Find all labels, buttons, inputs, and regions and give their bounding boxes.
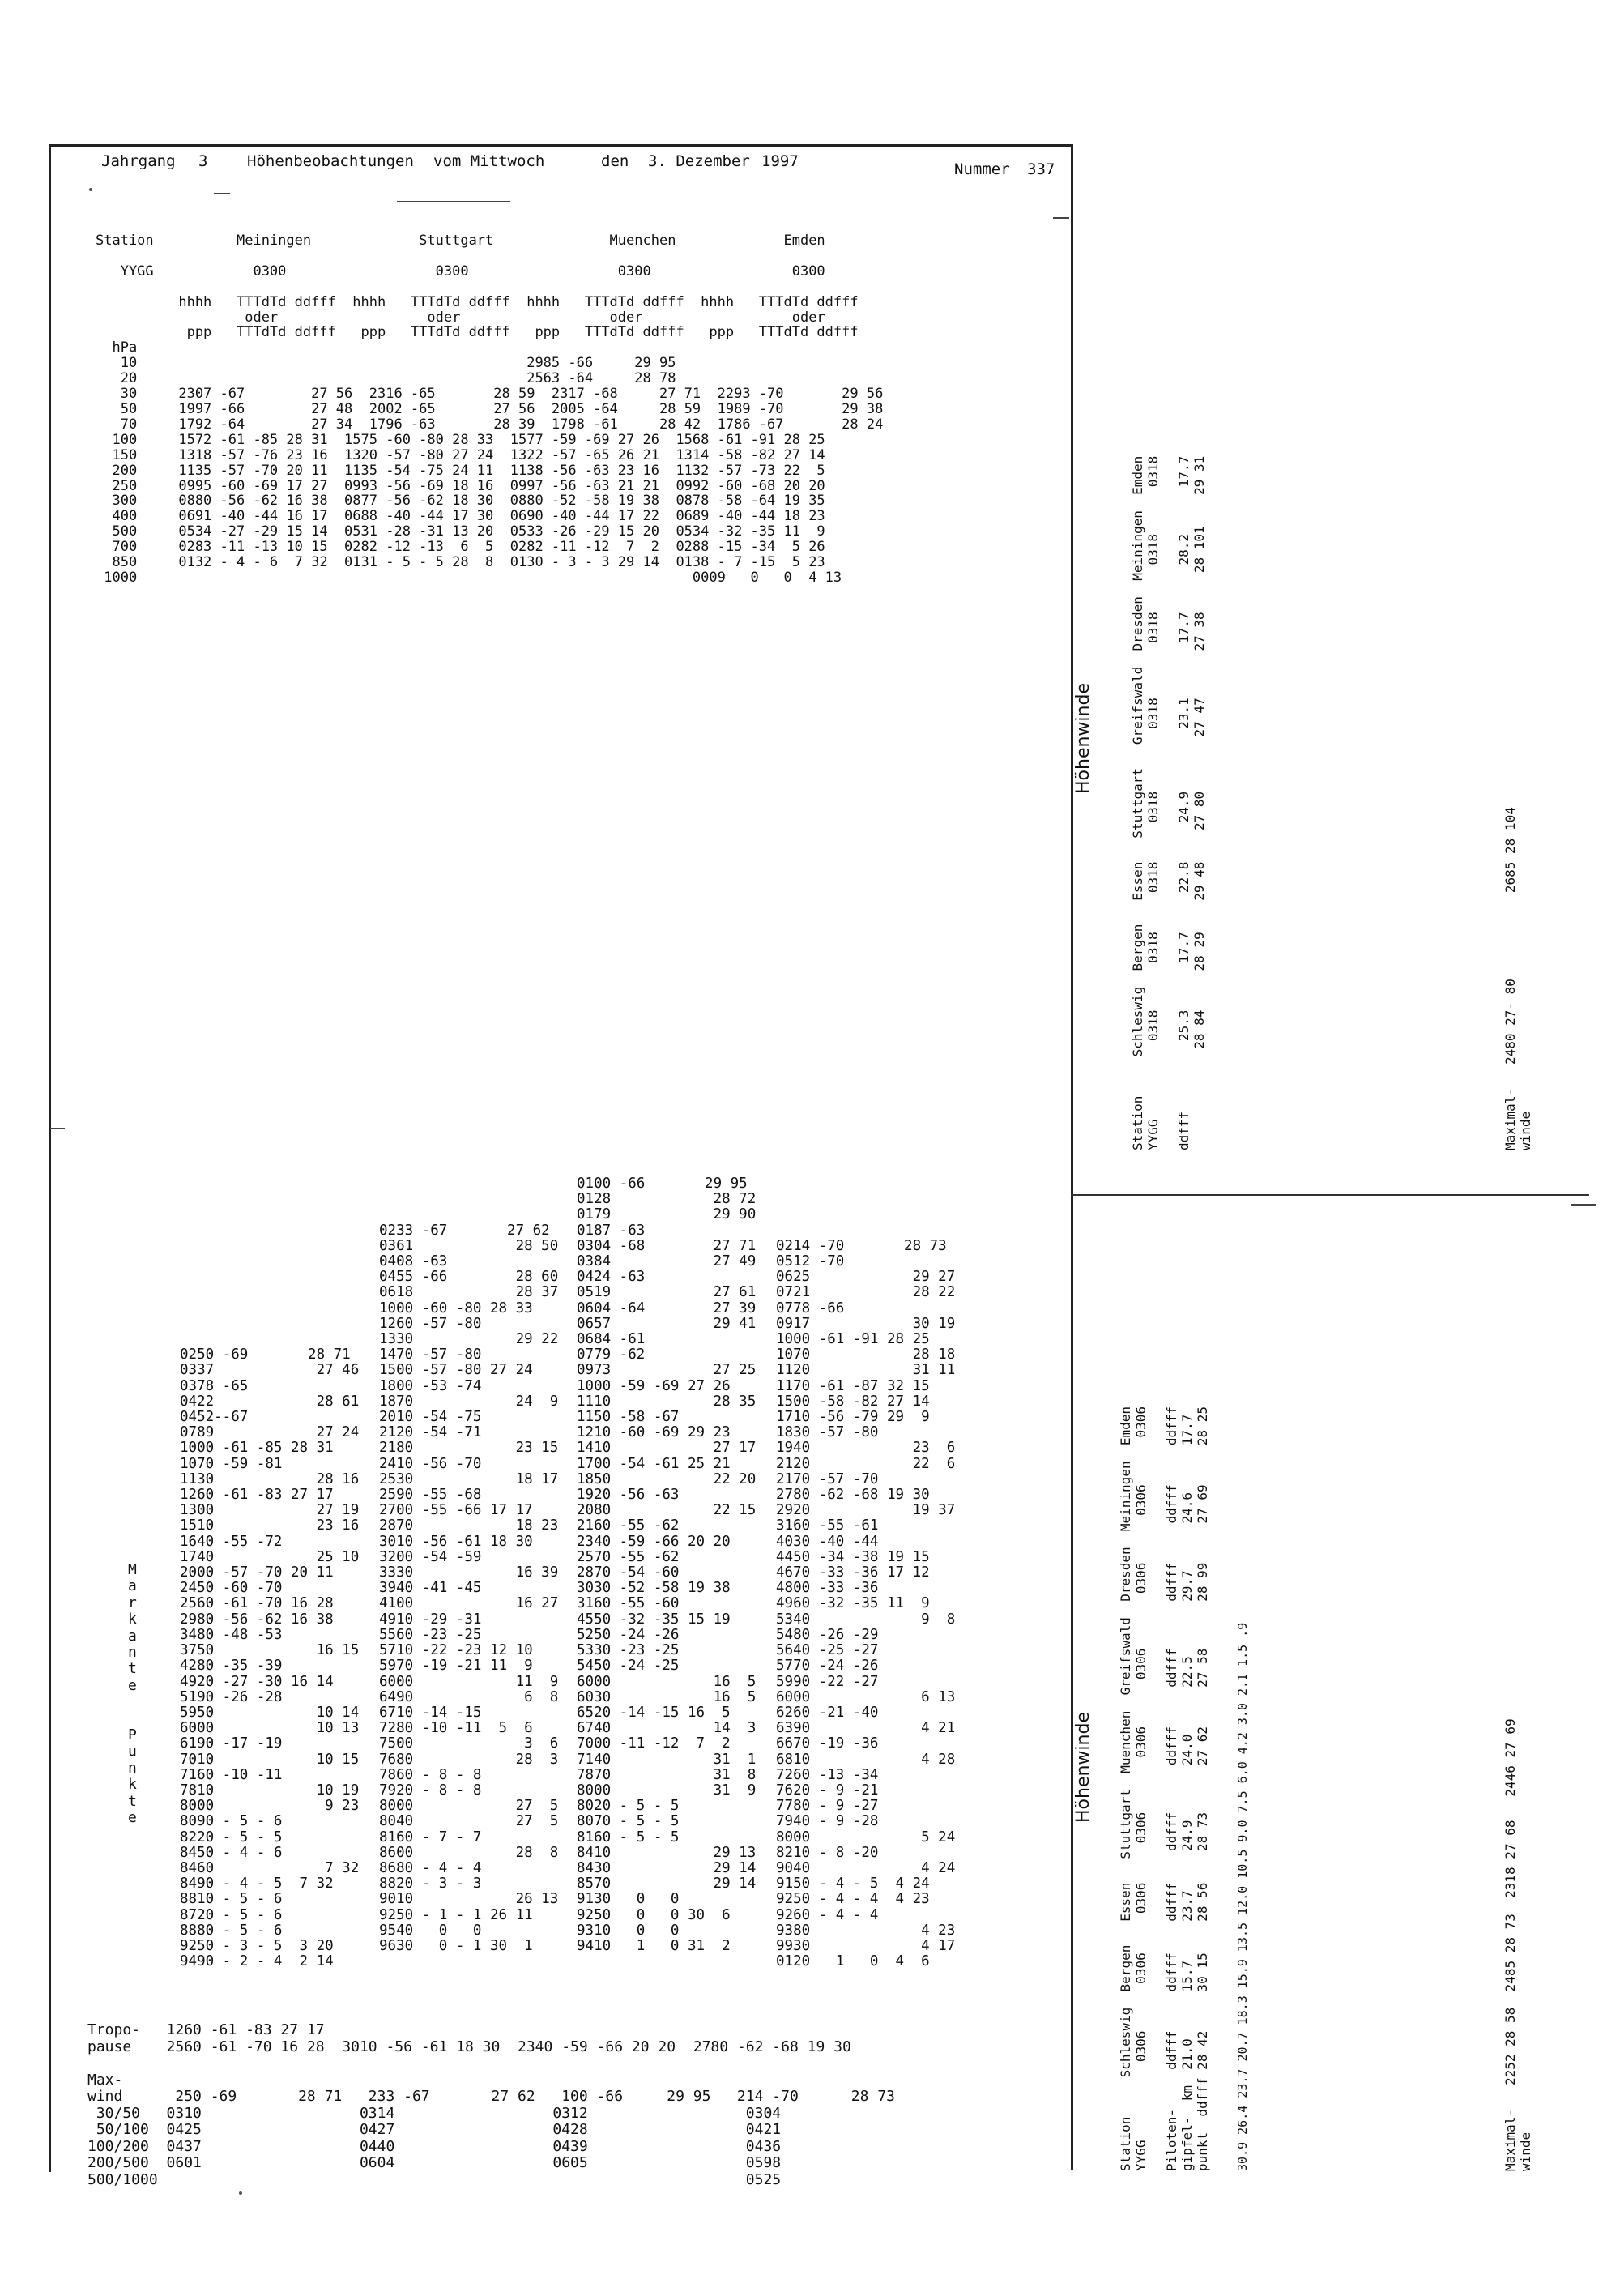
nummer-value: 337 bbox=[1027, 160, 1055, 178]
scan-mark bbox=[397, 201, 510, 202]
hoehenwinde-title-top: Höhenwinde bbox=[1073, 683, 1094, 794]
date-prefix: den bbox=[601, 152, 629, 170]
divider-tick bbox=[1053, 217, 1069, 219]
report-title: Höhenbeobachtungen bbox=[247, 152, 414, 170]
standard-levels-table: Station Meiningen Stuttgart Muenchen Emden YYGG 0300 0300 0300 0300 hhhh TTTdTd ddfff hhhh TTTdTd ddfff hhhh TTTdTd ddfff hhhh TTTdTd ddfff oder oder oder oder ppp TTTdTd ddfff ppp TTTdTd ddfff ppp TTTdTd ddfff ppp TTTdTd ddfff hPa 10 2985 -66 29 95 20 2563 -64 28 78 30 2307 -67 27 56 2316 -65 28 59 2317 -68 27 71 2293 -70 29 56 50 1997 -66 27 48 2002 -65 27 56 2005 -64 28 59 1989 -70 29 38 70 1792 -64 27 34 1796 -63 28 39 1798 -61 28 42 1786 -67 28 24 100 1572 -61 -85 28 31 1575 -60 -80 28 33 1577 -59 -69 27 26 1568 -61 -91 28 25 150 1318 -57 -76 23 16 1320 -57 -80 27 24 1322 -57 -65 26 21 1314 -58 -82 27 14 200 1135 -57 -70 20 11 1135 -54 -75 24 11 1138 -56 -63 23 16 1132 -57 -73 22 5 250 0995 -60 -69 17 27 0993 -56 -69 18 16 0997 -56 -63 21 21 0992 -60 -68 20 20 300 0880 -56 -62 16 38 0877 -56 -62 18 30 0880 -52 -58 19 38 0878 -58 -64 19 35 400 0691 -40 -44 16 17 0688 -40 -44 17 30 0690 -40 -44 17 22 0689 -40 -44 18 23 500 0534 -27 -29 15 14 0531 -28 -31 13 20 0533 -26 -29 15 20 0534 -32 -35 11 9 700 0283 -11 -13 10 15 0282 -12 -13 6 5 0282 -11 -12 7 2 0288 -15 -34 5 26 850 0132 - 4 - 6 7 32 0131 - 5 - 5 28 8 0130 - 3 - 3 29 14 0138 - 7 -15 5 23 1000 0009 0 0 4 13 bbox=[96, 233, 884, 586]
report-date: 3. Dezember bbox=[648, 152, 750, 170]
top-wind-stations: Station Schleswig Bergen Essen Stuttgart Greifswald Dresden Meiningen Emden YYGG 0318 0318 0318 0318 0318 0318 0318 0318 ddfff 25.3 17.7 22.8 24.9 23.1 17.7 28.2 17.7 28 84 28 29 29 48 27 80 27 47 27 38 28 101 29 31 bbox=[1130, 455, 1207, 1150]
bottom-heights: 30.9 26.4 23.7 20.7 18.3 15.9 13.5 12.0 10.5 9.0 7.5 6.0 4.2 3.0 2.1 1.5 .9 bbox=[1235, 1622, 1250, 2171]
tropopause-maxwind-table: Tropo- 1260 -61 -83 27 17 pause 2560 -61 -70 16 28 3010 -56 -61 18 30 2340 -59 -66 20 20 2780 -62 -68 19 30 Max- wind 250 -69 28 71 233 -67 27 62 100 -66 29 95 214 -70 28 73 30/50 0310 0314 0312 0304 50/100 0425 0427 0428 0421 100/200 0437 0440 0439 0436 200/500 0601 0604 0605 0598 500/1000 0525 bbox=[87, 2021, 895, 2188]
scan-dot bbox=[239, 2191, 242, 2195]
bottom-wind-stations: Station Schleswig Bergen Essen Stuttgart Muenchen Greifswald Dresden Meiningen Emden YYGG 0306 0306 0306 0306 0306 0306 0306 0306 0306 Piloten- ddfff ddfff ddfff ddfff ddfff ddfff ddfff ddfff ddfff gipfel- km 21.0 15.7 23.7 24.9 24.0 22.5 29.7 24.6 17.7 punkt ddfff 28 42 30 15 28 56 28 73 27 62 27 58 28 99 27 69 28 25 bbox=[1118, 1406, 1210, 2171]
divider-tick bbox=[1571, 1204, 1596, 1206]
top-max-winds: Maximal- 2480 27- 80 2685 28 104 winde bbox=[1503, 807, 1533, 1150]
markante-punkte-label: M a r k a n t e P u n k t e bbox=[128, 1561, 137, 1827]
report-year: 1997 bbox=[761, 152, 799, 170]
scan-dot bbox=[89, 188, 92, 191]
markante-meiningen: 0250 -69 28 71 0337 27 46 0378 -65 0422 28 61 0452--67 0789 27 24 1000 -61 -85 28 31 1070 -59 -81 1130 28 16 1260 -61 -83 27 17 1300 27 19 1510 23 16 1640 -55 -72 1740 25 10 2000 -57 -70 20 11 2450 -60 -70 2560 -61 -70 16 28 2980 -56 -62 16 38 3480 -48 -53 3750 16 15 4280 -35 -39 4920 -27 -30 16 14 5190 -26 -28 5950 10 14 6000 10 13 6190 -17 -19 7010 10 15 7160 -10 -11 7810 10 19 8000 9 23 8090 - 5 - 6 8220 - 5 - 5 8450 - 4 - 6 8460 7 32 8490 - 4 - 5 7 32 8810 - 5 - 6 8720 - 5 - 6 8880 - 5 - 6 9250 - 3 - 5 3 20 9490 - 2 - 4 2 14 bbox=[180, 1346, 360, 1970]
report-day: vom Mittwoch bbox=[433, 152, 545, 170]
bottom-max-winds: Maximal- 2252 28 58 2485 28 73 2318 27 68 2446 27 69 winde bbox=[1503, 1718, 1533, 2171]
markante-muenchen: 0100 -66 29 95 0128 28 72 0179 29 90 0187 -63 0304 -68 27 71 0384 27 49 0424 -63 0519 27 61 0604 -64 27 39 0657 29 41 0684 -61 0779 -62 0973 27 25 1000 -59 -69 27 26 1110 28 35 1150 -58 -67 1210 -60 -69 29 23 1410 27 17 1700 -54 -61 25 21 1850 22 20 1920 -56 -63 2080 22 15 2160 -55 -62 2340 -59 -66 20 20 2570 -55 -62 2870 -54 -60 3030 -52 -58 19 38 3160 -55 -60 4550 -32 -35 15 19 5250 -24 -26 5330 -23 -25 5450 -24 -25 6000 16 5 6030 16 5 6520 -14 -15 16 5 6740 14 3 7000 -11 -12 7 2 7140 31 1 7870 31 8 8000 31 9 8020 - 5 - 5 8070 - 5 - 5 8160 - 5 - 5 8410 29 13 8430 29 14 8570 29 14 9130 0 0 9250 0 0 30 6 9310 0 0 9410 1 0 31 2 bbox=[577, 1176, 757, 1954]
jahrgang-label: Jahrgang bbox=[101, 152, 176, 170]
section-divider bbox=[1071, 144, 1073, 2170]
markante-emden: 0214 -70 28 73 0512 -70 0625 29 27 0721 28 22 0778 -66 0917 30 19 1000 -61 -91 28 25 1070 28 18 1120 31 11 1170 -61 -87 32 15 1500 -58 -82 27 14 1710 -56 -79 29 9 1830 -57 -80 1940 23 6 2120 22 6 2170 -57 -70 2780 -62 -68 19 30 2920 19 37 3160 -55 -61 4030 -40 -44 4450 -34 -38 19 15 4670 -33 -36 17 12 4800 -33 -36 4960 -32 -35 11 9 5340 9 8 5480 -26 -29 5640 -25 -27 5770 -24 -26 5990 -22 -27 6000 6 13 6260 -21 -40 6390 4 21 6670 -19 -36 6810 4 28 7260 -13 -34 7620 - 9 -21 7780 - 9 -27 7940 - 9 -28 8000 5 24 8210 - 8 -20 9040 4 24 9150 - 4 - 5 4 24 9250 - 4 - 4 4 23 9260 - 4 - 4 9380 4 23 9930 4 17 0120 1 0 4 6 bbox=[776, 1237, 956, 1970]
markante-stuttgart: 0233 -67 27 62 0361 28 50 0408 -63 0455 -66 28 60 0618 28 37 1000 -60 -80 28 33 1260 -57 -80 1330 29 22 1470 -57 -80 1500 -57 -80 27 24 1800 -53 -74 1870 24 9 2010 -54 -75 2120 -54 -71 2180 23 15 2410 -56 -70 2530 18 17 2590 -55 -68 2700 -55 -66 17 17 2870 18 23 3010 -56 -61 18 30 3200 -54 -59 3330 16 39 3940 -41 -45 4100 16 27 4910 -29 -31 5560 -23 -25 5710 -22 -23 12 10 5970 -19 -21 11 9 6000 11 9 6490 6 8 6710 -14 -15 7280 -10 -11 5 6 7500 3 6 7680 28 3 7860 - 8 - 8 7920 - 8 - 8 8000 27 5 8040 27 5 8160 - 7 - 7 8600 28 8 8680 - 4 - 4 8820 - 3 - 3 9010 26 13 9250 - 1 - 1 26 11 9540 0 0 9630 0 - 1 30 1 bbox=[379, 1222, 559, 1954]
nummer-label: Nummer bbox=[954, 160, 1010, 178]
right-panel-divider bbox=[1071, 1194, 1589, 1196]
jahrgang-value: 3 bbox=[198, 152, 208, 170]
hoehenwinde-title-bottom: Höhenwinde bbox=[1073, 1712, 1094, 1823]
scan-mark bbox=[50, 1128, 65, 1129]
scan-mark bbox=[214, 193, 230, 194]
